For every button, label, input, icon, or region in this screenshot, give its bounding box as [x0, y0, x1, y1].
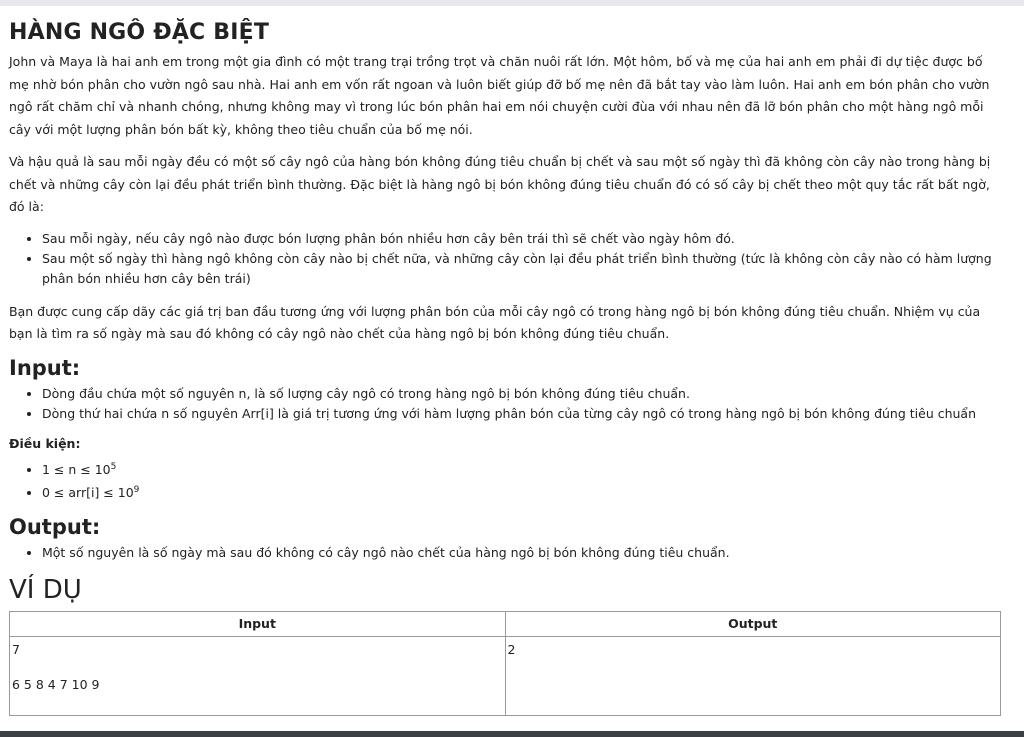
- input-column-header: Input: [10, 611, 506, 636]
- input-heading: Input:: [9, 355, 81, 380]
- table-row: [10, 636, 1001, 715]
- problem-content: [9, 20, 1001, 716]
- list-item: • Sau một số ngày thì hàng ngô không còn cây nào bị chết nữa, và những cây còn lại đều phát triển bình thường (tức là không còn cây nào có hàm lượng phân bón nhiều hơn cây bên trái): [42, 249, 1001, 289]
- output-list: [9, 543, 1001, 563]
- conditions-heading: Điều kiện:: [9, 435, 81, 451]
- list-item: • Dòng đầu chứa một số nguyên n, là số lượng cây ngô có trong hàng ngô bị bón không đúng tiêu chuẩn.: [42, 384, 1001, 404]
- output-column-header: Output: [505, 611, 1001, 636]
- top-bar: [0, 0, 1024, 6]
- list-item: • Một số nguyên là số ngày mà sau đó không có cây ngô nào chết của hàng ngô bị bón không đúng tiêu chuẩn.: [42, 543, 1001, 563]
- condition-text: 1 ≤ n ≤ 10: [42, 461, 111, 477]
- list-item: • Dòng thứ hai chứa n số nguyên Arr[i] là giá trị tương ứng với hàm lượng phân bón của từng cây ngô có trong hàng ngô bị bón không đúng tiêu chuẩn: [42, 404, 1001, 424]
- list-item: [42, 480, 1001, 503]
- rules-list: [9, 229, 1001, 289]
- bottom-bar: [0, 731, 1024, 737]
- intro-paragraph-1: John và Maya là hai anh em trong một gia đình có một trang trại trồng trọt và chăn nuôi rất lớn. Một hôm, bố và mẹ của hai anh em phải đi dự tiệc được bố mẹ nhờ bón phân cho vườn ngô sau nhà. Hai anh em vốn rất ngoan và luôn biết giúp đỡ bố mẹ nên đã bắt tay vào làm luôn. Hai anh em bón phân cho vườn ngô rất chăm chỉ và nhanh chóng, nhưng không may vì trong lúc bón phân hai em nói chuyện cười đùa với nhau nên đã lỡ bón phân cho một hàng ngô mỗi cây với một lượng phân bón bất kỳ, không theo tiêu chuẩn của bố mẹ nói.: [9, 54, 990, 137]
- task-paragraph: Bạn được cung cấp dãy các giá trị ban đầu tương ứng với lượng phân bón của mỗi cây ngô có trong hàng ngô bị bón không đúng tiêu chuẩn. Nhiệm vụ của bạn là tìm ra số ngày mà sau đó không có cây ngô nào chết của hàng ngô bị bón không đúng tiêu chuẩn.: [9, 303, 981, 341]
- list-item: [42, 457, 1001, 480]
- conditions-list: [9, 457, 1001, 503]
- condition-exponent: 5: [110, 461, 117, 472]
- list-item: • Sau mỗi ngày, nếu cây ngô nào được bón lượng phân bón nhiều hơn cây bên trái thì sẽ chết vào ngày hôm đó.: [42, 229, 1001, 249]
- example-heading: VÍ DỤ: [9, 574, 82, 605]
- example-input-cell: 7 6 5 8 4 7 10 9: [10, 636, 506, 715]
- intro-paragraph-2: Và hậu quả là sau mỗi ngày đều có một số cây ngô của hàng bón không đúng tiêu chuẩn bị chết và sau một số ngày thì đã không còn cây nào trong hàng bị chết và những cây còn lại đều phát triển bình thường. Đặc biệt là hàng ngô bị bón không đúng tiêu chuẩn đó có số cây bị chết theo một quy tắc rất bất ngờ, đó là:: [9, 154, 991, 214]
- example-output-cell: 2: [505, 636, 1001, 715]
- condition-text: 0 ≤ arr[i] ≤ 10: [42, 484, 134, 500]
- example-table: [9, 611, 1001, 716]
- input-list: [9, 384, 1001, 424]
- table-header-row: [10, 611, 1001, 636]
- condition-exponent: 9: [133, 484, 140, 495]
- output-heading: Output:: [9, 514, 101, 539]
- page-title: HÀNG NGÔ ĐẶC BIỆT: [9, 20, 270, 45]
